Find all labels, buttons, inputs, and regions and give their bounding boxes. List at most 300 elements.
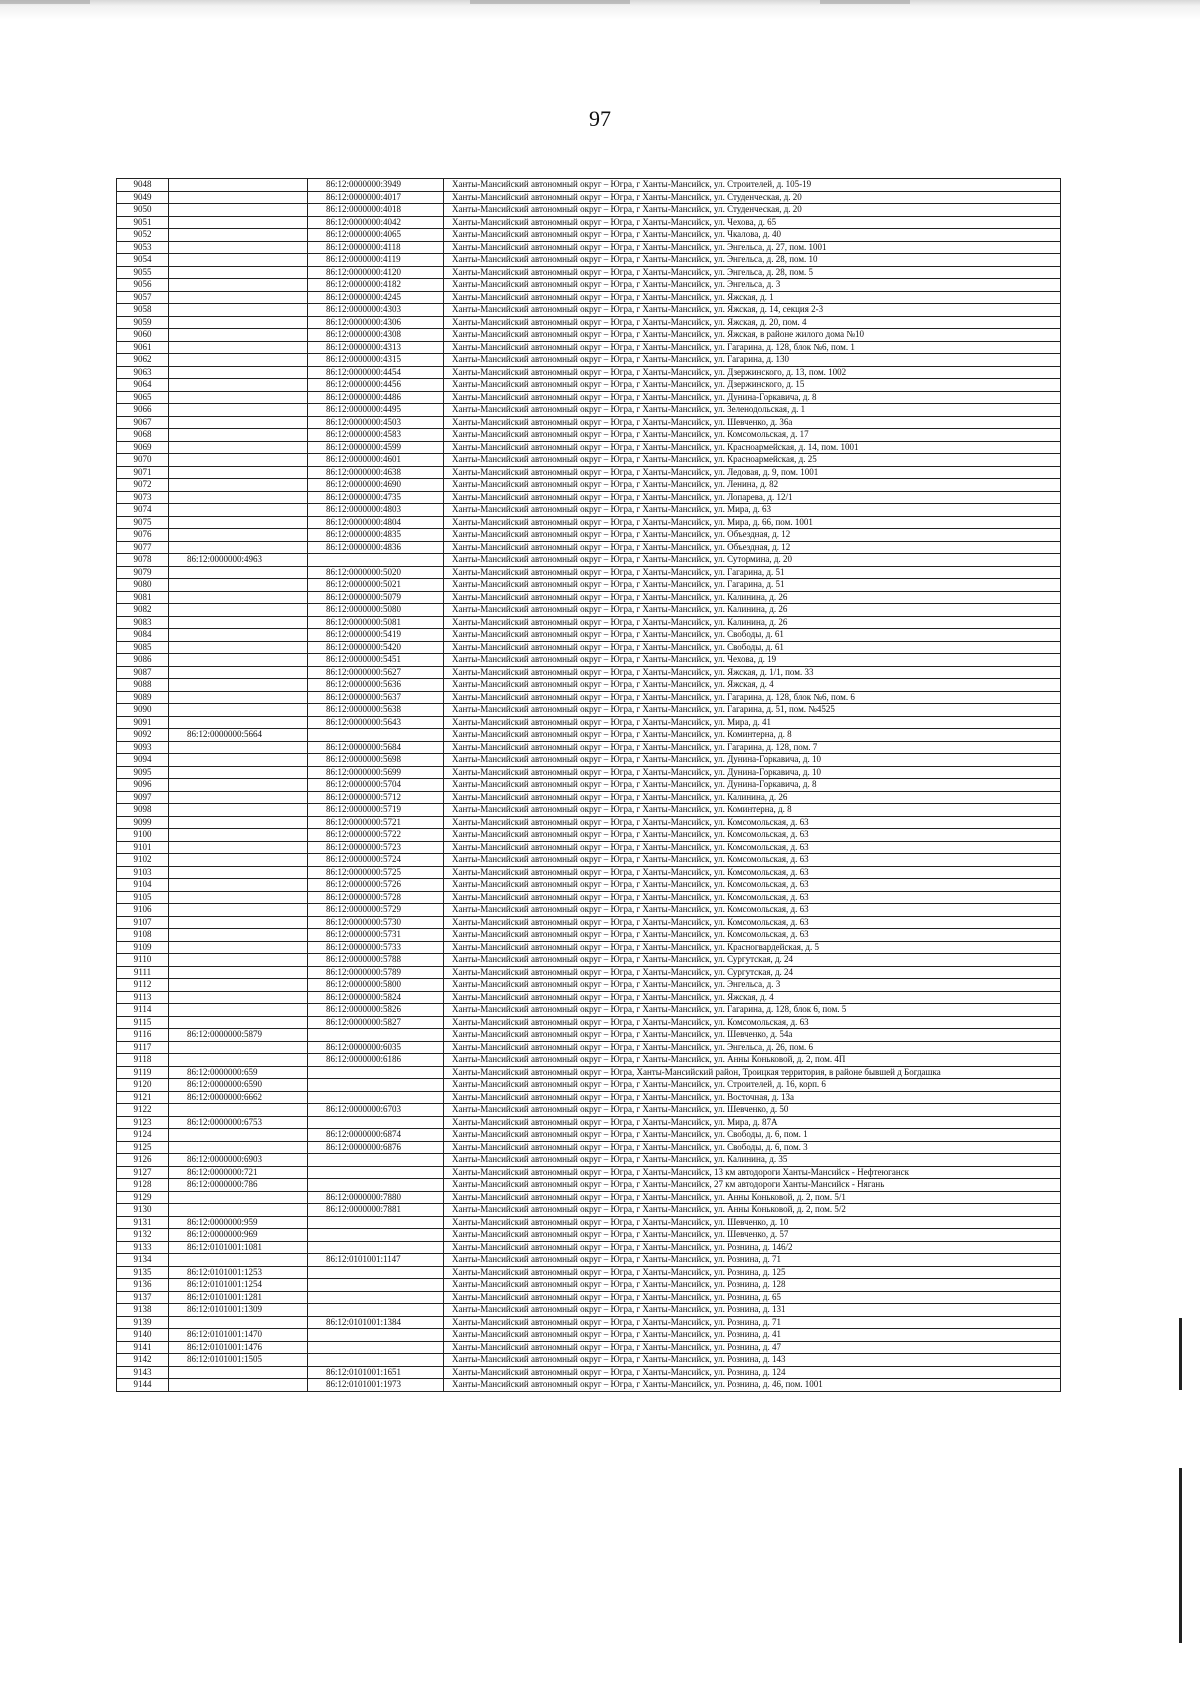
row-number-cell: 9079 (117, 566, 169, 579)
address-cell: Ханты-Мансийский автономный округ – Югра, г Ханты-Мансийск, ул. Красноармейская, д. 25 (444, 454, 1061, 467)
row-number-cell: 9109 (117, 941, 169, 954)
cadastral-number-alt-cell: 86:12:0000000:6874 (308, 1129, 444, 1142)
cadastral-number-cell (169, 229, 308, 242)
row-number-cell: 9123 (117, 1116, 169, 1129)
cadastral-number-alt-cell (308, 1154, 444, 1167)
scan-smudge (470, 0, 630, 4)
table-row (117, 616, 1061, 629)
cadastral-number-cell: 86:12:0101001:1253 (169, 1266, 308, 1279)
address-cell: Ханты-Мансийский автономный округ – Югра, г Ханты-Мансийск, ул. Коминтерна, д. 8 (444, 729, 1061, 742)
cadastral-number-cell: 86:12:0000000:959 (169, 1216, 308, 1229)
address-cell: Ханты-Мансийский автономный округ – Югра, г Ханты-Мансийск, ул. Яжская, д. 4 (444, 679, 1061, 692)
cadastral-number-alt-cell: 86:12:0000000:5719 (308, 804, 444, 817)
cadastral-number-cell (169, 641, 308, 654)
table-row (117, 866, 1061, 879)
cadastral-number-alt-cell: 86:12:0000000:5079 (308, 591, 444, 604)
cadastral-number-alt-cell (308, 1304, 444, 1317)
row-number-cell: 9053 (117, 241, 169, 254)
cadastral-number-alt-cell: 86:12:0000000:5824 (308, 991, 444, 1004)
table-row (117, 229, 1061, 242)
table-row (117, 254, 1061, 267)
cadastral-number-cell: 86:12:0000000:6753 (169, 1116, 308, 1129)
cadastral-number-cell (169, 354, 308, 367)
table-row (117, 1066, 1061, 1079)
cadastral-number-alt-cell: 86:12:0000000:4182 (308, 279, 444, 292)
cadastral-number-alt-cell: 86:12:0000000:5638 (308, 704, 444, 717)
address-cell: Ханты-Мансийский автономный округ – Югра, г Ханты-Мансийск, ул. Рознина, д. 131 (444, 1304, 1061, 1317)
address-cell: Ханты-Мансийский автономный округ – Югра, г Ханты-Мансийск, ул. Дунина-Горкавича, д. 8 (444, 391, 1061, 404)
cadastral-number-alt-cell: 86:12:0000000:4454 (308, 366, 444, 379)
cadastral-number-alt-cell: 86:12:0000000:4245 (308, 291, 444, 304)
row-number-cell: 9130 (117, 1204, 169, 1217)
address-cell: Ханты-Мансийский автономный округ – Югра, г Ханты-Мансийск, ул. Рознина, д. 143 (444, 1354, 1061, 1367)
cadastral-number-alt-cell (308, 1216, 444, 1229)
cadastral-number-alt-cell: 86:12:0000000:4599 (308, 441, 444, 454)
cadastral-number-cell (169, 1316, 308, 1329)
cadastral-number-cell (169, 491, 308, 504)
row-number-cell: 9110 (117, 954, 169, 967)
cadastral-number-cell (169, 1004, 308, 1017)
cadastral-number-cell (169, 679, 308, 692)
cadastral-number-cell (169, 454, 308, 467)
cadastral-number-cell (169, 216, 308, 229)
row-number-cell: 9070 (117, 454, 169, 467)
row-number-cell: 9054 (117, 254, 169, 267)
row-number-cell: 9067 (117, 416, 169, 429)
cadastral-number-alt-cell: 86:12:0000000:4313 (308, 341, 444, 354)
row-number-cell: 9134 (117, 1254, 169, 1267)
address-cell: Ханты-Мансийский автономный округ – Югра, г Ханты-Мансийск, ул. Мира, д. 87А (444, 1116, 1061, 1129)
address-cell: Ханты-Мансийский автономный округ – Югра, г Ханты-Мансийск, ул. Анны Коньковой, д. 2, пом. 4П (444, 1054, 1061, 1067)
cadastral-number-alt-cell: 86:12:0000000:5722 (308, 829, 444, 842)
table-row (117, 1079, 1061, 1092)
table-row (117, 891, 1061, 904)
table-row (117, 1054, 1061, 1067)
address-cell: Ханты-Мансийский автономный округ – Югра, г Ханты-Мансийск, ул. Дунина-Горкавича, д. 10 (444, 754, 1061, 767)
row-number-cell: 9081 (117, 591, 169, 604)
row-number-cell: 9107 (117, 916, 169, 929)
cadastral-number-cell (169, 179, 308, 192)
cadastral-number-alt-cell: 86:12:0000000:5627 (308, 666, 444, 679)
cadastral-number-alt-cell: 86:12:0000000:5712 (308, 791, 444, 804)
cadastral-number-cell (169, 1366, 308, 1379)
row-number-cell: 9075 (117, 516, 169, 529)
row-number-cell: 9063 (117, 366, 169, 379)
row-number-cell: 9125 (117, 1141, 169, 1154)
cadastral-number-alt-cell: 86:12:0000000:5728 (308, 891, 444, 904)
cadastral-number-cell (169, 291, 308, 304)
row-number-cell: 9050 (117, 204, 169, 217)
row-number-cell: 9122 (117, 1104, 169, 1117)
table-row (117, 1116, 1061, 1129)
address-cell: Ханты-Мансийский автономный округ – Югра, г Ханты-Мансийск, ул. Гагарина, д. 128, блок №6, пом. 1 (444, 341, 1061, 354)
table-row (117, 304, 1061, 317)
table-row (117, 1029, 1061, 1042)
scan-smudge (0, 0, 90, 4)
cadastral-number-cell: 86:12:0101001:1470 (169, 1329, 308, 1342)
table-row (117, 1241, 1061, 1254)
register-table-wrapper (116, 178, 1060, 1392)
cadastral-number-cell (169, 329, 308, 342)
address-cell: Ханты-Мансийский автономный округ – Югра, г Ханты-Мансийск, ул. Студенческая, д. 20 (444, 204, 1061, 217)
table-row (117, 554, 1061, 567)
scan-edge-mark (1179, 1468, 1182, 1643)
cadastral-number-cell (169, 241, 308, 254)
cadastral-number-cell (169, 379, 308, 392)
cadastral-number-cell (169, 266, 308, 279)
cadastral-number-alt-cell: 86:12:0000000:4018 (308, 204, 444, 217)
row-number-cell: 9121 (117, 1091, 169, 1104)
row-number-cell: 9115 (117, 1016, 169, 1029)
table-row (117, 316, 1061, 329)
address-cell: Ханты-Мансийский автономный округ – Югра, г Ханты-Мансийск, ул. Комсомольская, д. 63 (444, 1016, 1061, 1029)
table-row (117, 491, 1061, 504)
address-cell: Ханты-Мансийский автономный округ – Югра, г Ханты-Мансийск, ул. Комсомольская, д. 17 (444, 429, 1061, 442)
address-cell: Ханты-Мансийский автономный округ – Югра, г Ханты-Мансийск, ул. Комсомольская, д. 63 (444, 891, 1061, 904)
cadastral-number-cell: 86:12:0000000:5664 (169, 729, 308, 742)
cadastral-number-cell (169, 916, 308, 929)
row-number-cell: 9103 (117, 866, 169, 879)
address-cell: Ханты-Мансийский автономный округ – Югра, г Ханты-Мансийск, ул. Комсомольская, д. 63 (444, 841, 1061, 854)
row-number-cell: 9052 (117, 229, 169, 242)
address-cell: Ханты-Мансийский автономный округ – Югра, г Ханты-Мансийск, ул. Дзержинского, д. 13, пом. 1002 (444, 366, 1061, 379)
address-cell: Ханты-Мансийский автономный округ – Югра, Ханты-Мансийский район, Троицкая территория, в районе бывшей д Богдашка (444, 1066, 1061, 1079)
cadastral-number-cell (169, 616, 308, 629)
table-row (117, 1266, 1061, 1279)
row-number-cell: 9095 (117, 766, 169, 779)
table-row (117, 854, 1061, 867)
row-number-cell: 9073 (117, 491, 169, 504)
table-row (117, 1204, 1061, 1217)
table-row (117, 816, 1061, 829)
address-cell: Ханты-Мансийский автономный округ – Югра, г Ханты-Мансийск, ул. Сутормина, д. 20 (444, 554, 1061, 567)
cadastral-number-alt-cell: 86:12:0000000:4583 (308, 429, 444, 442)
row-number-cell: 9090 (117, 704, 169, 717)
table-row (117, 1154, 1061, 1167)
cadastral-number-cell (169, 466, 308, 479)
cadastral-number-cell (169, 191, 308, 204)
address-cell: Ханты-Мансийский автономный округ – Югра, г Ханты-Мансийск, ул. Чкалова, д. 40 (444, 229, 1061, 242)
cadastral-number-alt-cell: 86:12:0000000:5699 (308, 766, 444, 779)
cadastral-number-cell (169, 1141, 308, 1154)
table-row (117, 1091, 1061, 1104)
address-cell: Ханты-Мансийский автономный округ – Югра, г Ханты-Мансийск, ул. Восточная, д. 13а (444, 1091, 1061, 1104)
cadastral-number-alt-cell: 86:12:0000000:4306 (308, 316, 444, 329)
address-cell: Ханты-Мансийский автономный округ – Югра, г Ханты-Мансийск, ул. Лопарева, д. 12/1 (444, 491, 1061, 504)
cadastral-number-cell (169, 441, 308, 454)
cadastral-number-alt-cell: 86:12:0000000:5726 (308, 879, 444, 892)
cadastral-number-cell (169, 516, 308, 529)
row-number-cell: 9055 (117, 266, 169, 279)
table-row (117, 741, 1061, 754)
table-row (117, 341, 1061, 354)
table-row (117, 716, 1061, 729)
cadastral-number-cell (169, 1129, 308, 1142)
address-cell: Ханты-Мансийский автономный округ – Югра, г Ханты-Мансийск, ул. Комсомольская, д. 63 (444, 929, 1061, 942)
address-cell: Ханты-Мансийский автономный округ – Югра, г Ханты-Мансийск, ул. Дунина-Горкавича, д. 10 (444, 766, 1061, 779)
address-cell: Ханты-Мансийский автономный округ – Югра, г Ханты-Мансийск, 13 км автодороги Ханты-Мансийск - Нефтеюганск (444, 1166, 1061, 1179)
row-number-cell: 9051 (117, 216, 169, 229)
cadastral-number-cell (169, 591, 308, 604)
cadastral-number-alt-cell: 86:12:0000000:4118 (308, 241, 444, 254)
address-cell: Ханты-Мансийский автономный округ – Югра, г Ханты-Мансийск, ул. Яжская, д. 20, пом. 4 (444, 316, 1061, 329)
row-number-cell: 9068 (117, 429, 169, 442)
table-row (117, 604, 1061, 617)
table-row (117, 329, 1061, 342)
cadastral-number-cell (169, 204, 308, 217)
row-number-cell: 9116 (117, 1029, 169, 1042)
table-row (117, 1379, 1061, 1392)
address-cell: Ханты-Мансийский автономный округ – Югра, г Ханты-Мансийск, ул. Ледовая, д. 9, пом. 1001 (444, 466, 1061, 479)
cadastral-number-cell (169, 604, 308, 617)
table-row (117, 1316, 1061, 1329)
address-cell: Ханты-Мансийский автономный округ – Югра, г Ханты-Мансийск, ул. Шевченко, д. 57 (444, 1229, 1061, 1242)
address-cell: Ханты-Мансийский автономный округ – Югра, г Ханты-Мансийск, ул. Яжская, д. 14, секция 2-3 (444, 304, 1061, 317)
address-cell: Ханты-Мансийский автономный округ – Югра, г Ханты-Мансийск, ул. Комсомольская, д. 63 (444, 816, 1061, 829)
table-row (117, 479, 1061, 492)
table-row (117, 1216, 1061, 1229)
cadastral-number-alt-cell: 86:12:0000000:4803 (308, 504, 444, 517)
address-cell: Ханты-Мансийский автономный округ – Югра, г Ханты-Мансийск, ул. Шевченко, д. 10 (444, 1216, 1061, 1229)
address-cell: Ханты-Мансийский автономный округ – Югра, г Ханты-Мансийск, ул. Комсомольская, д. 63 (444, 866, 1061, 879)
cadastral-number-cell: 86:12:0101001:1309 (169, 1304, 308, 1317)
table-row (117, 879, 1061, 892)
cadastral-number-alt-cell (308, 1166, 444, 1179)
row-number-cell: 9114 (117, 1004, 169, 1017)
row-number-cell: 9137 (117, 1291, 169, 1304)
cadastral-number-alt-cell: 86:12:0000000:5420 (308, 641, 444, 654)
cadastral-number-cell (169, 1191, 308, 1204)
scan-edge-top (0, 0, 1200, 22)
cadastral-number-alt-cell: 86:12:0000000:4119 (308, 254, 444, 267)
cadastral-number-cell (169, 966, 308, 979)
cadastral-number-alt-cell: 86:12:0000000:5419 (308, 629, 444, 642)
cadastral-number-cell (169, 766, 308, 779)
cadastral-number-alt-cell: 86:12:0000000:5021 (308, 579, 444, 592)
table-row (117, 579, 1061, 592)
row-number-cell: 9117 (117, 1041, 169, 1054)
cadastral-number-cell (169, 666, 308, 679)
address-cell: Ханты-Мансийский автономный округ – Югра, г Ханты-Мансийск, ул. Энгельса, д. 28, пом. 10 (444, 254, 1061, 267)
cadastral-number-alt-cell (308, 729, 444, 742)
row-number-cell: 9108 (117, 929, 169, 942)
cadastral-number-cell: 86:12:0000000:659 (169, 1066, 308, 1079)
cadastral-number-cell: 86:12:0000000:6590 (169, 1079, 308, 1092)
cadastral-number-alt-cell (308, 1266, 444, 1279)
table-row (117, 1104, 1061, 1117)
cadastral-number-cell: 86:12:0000000:786 (169, 1179, 308, 1192)
address-cell: Ханты-Мансийский автономный округ – Югра, г Ханты-Мансийск, ул. Зеленодольская, д. 1 (444, 404, 1061, 417)
address-cell: Ханты-Мансийский автономный округ – Югра, г Ханты-Мансийск, ул. Сургутская, д. 24 (444, 966, 1061, 979)
cadastral-number-cell (169, 941, 308, 954)
cadastral-number-alt-cell: 86:12:0000000:4690 (308, 479, 444, 492)
table-row (117, 841, 1061, 854)
row-number-cell: 9119 (117, 1066, 169, 1079)
cadastral-number-alt-cell: 86:12:0000000:7880 (308, 1191, 444, 1204)
table-row (117, 1129, 1061, 1142)
cadastral-number-alt-cell: 86:12:0000000:6703 (308, 1104, 444, 1117)
table-row (117, 966, 1061, 979)
table-row (117, 691, 1061, 704)
cadastral-number-alt-cell: 86:12:0000000:5827 (308, 1016, 444, 1029)
address-cell: Ханты-Мансийский автономный округ – Югра, г Ханты-Мансийск, ул. Гагарина, д. 128, блок 6, пом. 5 (444, 1004, 1061, 1017)
cadastral-number-alt-cell: 86:12:0000000:5080 (308, 604, 444, 617)
table-row (117, 216, 1061, 229)
cadastral-number-alt-cell: 86:12:0000000:6876 (308, 1141, 444, 1154)
table-row (117, 1341, 1061, 1354)
cadastral-number-alt-cell (308, 1279, 444, 1292)
row-number-cell: 9129 (117, 1191, 169, 1204)
address-cell: Ханты-Мансийский автономный округ – Югра, г Ханты-Мансийск, ул. Анны Коньковой, д. 2, пом. 5/1 (444, 1191, 1061, 1204)
cadastral-number-cell (169, 991, 308, 1004)
table-row (117, 1291, 1061, 1304)
row-number-cell: 9136 (117, 1279, 169, 1292)
cadastral-number-cell (169, 566, 308, 579)
row-number-cell: 9143 (117, 1366, 169, 1379)
cadastral-number-cell (169, 1204, 308, 1217)
table-row (117, 629, 1061, 642)
cadastral-number-alt-cell: 86:12:0000000:4065 (308, 229, 444, 242)
table-row (117, 391, 1061, 404)
cadastral-number-alt-cell: 86:12:0000000:5698 (308, 754, 444, 767)
address-cell: Ханты-Мансийский автономный округ – Югра, г Ханты-Мансийск, ул. Энгельса, д. 28, пом. 5 (444, 266, 1061, 279)
table-row (117, 1191, 1061, 1204)
cadastral-number-cell: 86:12:0101001:1476 (169, 1341, 308, 1354)
register-table-body (117, 179, 1061, 1392)
table-row (117, 366, 1061, 379)
row-number-cell: 9144 (117, 1379, 169, 1392)
cadastral-number-cell (169, 304, 308, 317)
cadastral-number-cell (169, 504, 308, 517)
row-number-cell: 9097 (117, 791, 169, 804)
cadastral-number-cell (169, 366, 308, 379)
row-number-cell: 9049 (117, 191, 169, 204)
cadastral-number-alt-cell: 86:12:0101001:1973 (308, 1379, 444, 1392)
row-number-cell: 9058 (117, 304, 169, 317)
cadastral-number-cell (169, 254, 308, 267)
cadastral-number-alt-cell: 86:12:0000000:5684 (308, 741, 444, 754)
cadastral-number-cell: 86:12:0101001:1081 (169, 1241, 308, 1254)
address-cell: Ханты-Мансийский автономный округ – Югра, г Ханты-Мансийск, ул. Гагарина, д. 51 (444, 566, 1061, 579)
cadastral-number-alt-cell (308, 1341, 444, 1354)
address-cell: Ханты-Мансийский автономный округ – Югра, г Ханты-Мансийск, ул. Рознина, д. 125 (444, 1266, 1061, 1279)
table-row (117, 916, 1061, 929)
cadastral-number-alt-cell: 86:12:0000000:7881 (308, 1204, 444, 1217)
table-row (117, 929, 1061, 942)
row-number-cell: 9061 (117, 341, 169, 354)
row-number-cell: 9126 (117, 1154, 169, 1167)
row-number-cell: 9100 (117, 829, 169, 842)
cadastral-number-cell: 86:12:0000000:969 (169, 1229, 308, 1242)
address-cell: Ханты-Мансийский автономный округ – Югра, г Ханты-Мансийск, ул. Гагарина, д. 130 (444, 354, 1061, 367)
address-cell: Ханты-Мансийский автономный округ – Югра, г Ханты-Мансийск, ул. Яжская, в районе жилого дома №10 (444, 329, 1061, 342)
table-row (117, 529, 1061, 542)
cadastral-number-alt-cell: 86:12:0000000:4042 (308, 216, 444, 229)
address-cell: Ханты-Мансийский автономный округ – Югра, г Ханты-Мансийск, ул. Калинина, д. 26 (444, 591, 1061, 604)
cadastral-number-alt-cell: 86:12:0000000:5733 (308, 941, 444, 954)
address-cell: Ханты-Мансийский автономный округ – Югра, г Ханты-Мансийск, ул. Коминтерна, д. 8 (444, 804, 1061, 817)
cadastral-number-cell (169, 416, 308, 429)
scan-smudge (820, 0, 910, 4)
cadastral-number-alt-cell (308, 1116, 444, 1129)
cadastral-number-cell (169, 866, 308, 879)
row-number-cell: 9074 (117, 504, 169, 517)
table-row (117, 504, 1061, 517)
table-row (117, 766, 1061, 779)
address-cell: Ханты-Мансийский автономный округ – Югра, г Ханты-Мансийск, ул. Свободы, д. 61 (444, 629, 1061, 642)
cadastral-number-alt-cell (308, 1291, 444, 1304)
address-cell: Ханты-Мансийский автономный округ – Югра, г Ханты-Мансийск, ул. Мира, д. 63 (444, 504, 1061, 517)
cadastral-number-alt-cell (308, 1179, 444, 1192)
address-cell: Ханты-Мансийский автономный округ – Югра, г Ханты-Мансийск, 27 км автодороги Ханты-Мансийск - Нягань (444, 1179, 1061, 1192)
table-row (117, 954, 1061, 967)
table-row (117, 991, 1061, 1004)
address-cell: Ханты-Мансийский автономный округ – Югра, г Ханты-Мансийск, ул. Калинина, д. 26 (444, 791, 1061, 804)
address-cell: Ханты-Мансийский автономный округ – Югра, г Ханты-Мансийск, ул. Калинина, д. 35 (444, 1154, 1061, 1167)
cadastral-number-cell (169, 891, 308, 904)
row-number-cell: 9092 (117, 729, 169, 742)
address-cell: Ханты-Мансийский автономный округ – Югра, г Ханты-Мансийск, ул. Дзержинского, д. 15 (444, 379, 1061, 392)
address-cell: Ханты-Мансийский автономный округ – Югра, г Ханты-Мансийск, ул. Красноармейская, д. 14, пом. 1001 (444, 441, 1061, 454)
table-row (117, 1229, 1061, 1242)
row-number-cell: 9077 (117, 541, 169, 554)
address-cell: Ханты-Мансийский автономный округ – Югра, г Ханты-Мансийск, ул. Энгельса, д. 3 (444, 979, 1061, 992)
row-number-cell: 9089 (117, 691, 169, 704)
cadastral-number-alt-cell (308, 1241, 444, 1254)
address-cell: Ханты-Мансийский автономный округ – Югра, г Ханты-Мансийск, ул. Энгельса, д. 26, пом. 6 (444, 1041, 1061, 1054)
cadastral-number-alt-cell: 86:12:0000000:4804 (308, 516, 444, 529)
address-cell: Ханты-Мансийский автономный округ – Югра, г Ханты-Мансийск, ул. Сургутская, д. 24 (444, 954, 1061, 967)
address-cell: Ханты-Мансийский автономный округ – Югра, г Ханты-Мансийск, ул. Шевченко, д. 50 (444, 1104, 1061, 1117)
cadastral-number-alt-cell: 86:12:0000000:5020 (308, 566, 444, 579)
address-cell: Ханты-Мансийский автономный округ – Югра, г Ханты-Мансийск, ул. Студенческая, д. 20 (444, 191, 1061, 204)
address-cell: Ханты-Мансийский автономный округ – Югра, г Ханты-Мансийск, ул. Рознина, д. 46, пом. 1001 (444, 1379, 1061, 1392)
row-number-cell: 9141 (117, 1341, 169, 1354)
table-row (117, 179, 1061, 192)
cadastral-number-alt-cell: 86:12:0000000:4495 (308, 404, 444, 417)
cadastral-number-alt-cell: 86:12:0000000:5637 (308, 691, 444, 704)
table-row (117, 466, 1061, 479)
row-number-cell: 9113 (117, 991, 169, 1004)
address-cell: Ханты-Мансийский автономный округ – Югра, г Ханты-Мансийск, ул. Строителей, д. 105-19 (444, 179, 1061, 192)
table-row (117, 404, 1061, 417)
row-number-cell: 9048 (117, 179, 169, 192)
table-row (117, 266, 1061, 279)
address-cell: Ханты-Мансийский автономный округ – Югра, г Ханты-Мансийск, ул. Гагарина, д. 51, пом. №4525 (444, 704, 1061, 717)
cadastral-number-cell (169, 841, 308, 854)
cadastral-number-alt-cell (308, 1029, 444, 1042)
cadastral-number-alt-cell: 86:12:0101001:1384 (308, 1316, 444, 1329)
row-number-cell: 9084 (117, 629, 169, 642)
cadastral-number-alt-cell (308, 1229, 444, 1242)
cadastral-number-cell (169, 1041, 308, 1054)
cadastral-number-cell (169, 479, 308, 492)
cadastral-number-cell: 86:12:0000000:6662 (169, 1091, 308, 1104)
table-row (117, 291, 1061, 304)
table-row (117, 1179, 1061, 1192)
cadastral-number-cell (169, 429, 308, 442)
cadastral-number-cell (169, 979, 308, 992)
table-row (117, 804, 1061, 817)
cadastral-number-alt-cell: 86:12:0000000:5636 (308, 679, 444, 692)
cadastral-number-alt-cell: 86:12:0000000:6035 (308, 1041, 444, 1054)
address-cell: Ханты-Мансийский автономный округ – Югра, г Ханты-Мансийск, ул. Рознина, д. 124 (444, 1366, 1061, 1379)
row-number-cell: 9071 (117, 466, 169, 479)
cadastral-number-cell (169, 579, 308, 592)
address-cell: Ханты-Мансийский автономный округ – Югра, г Ханты-Мансийск, ул. Рознина, д. 47 (444, 1341, 1061, 1354)
cadastral-number-alt-cell: 86:12:0000000:3949 (308, 179, 444, 192)
cadastral-number-alt-cell: 86:12:0000000:5081 (308, 616, 444, 629)
